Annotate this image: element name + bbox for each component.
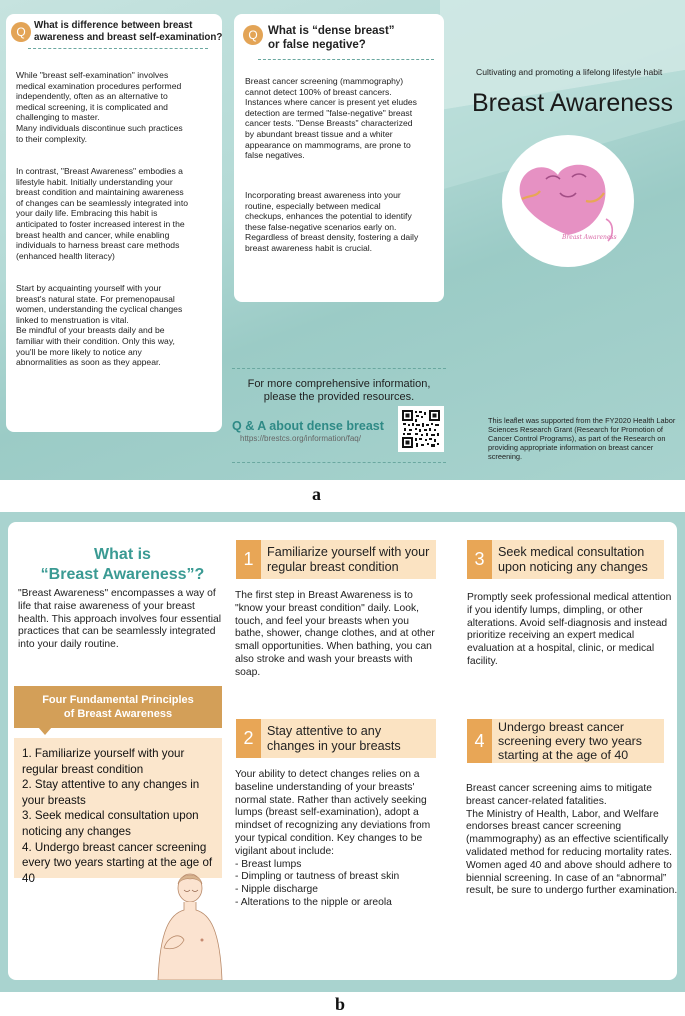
principle-item: 2. Stay attentive to any changes in your breasts [22, 778, 200, 807]
section-2-header [236, 719, 436, 758]
panel-label-b: b [335, 994, 346, 1014]
qa-url[interactable]: https://brestcs.org/information/faq/ [240, 434, 361, 443]
section-number: 2 [236, 719, 261, 758]
section-1-body: The first step in Breast Awareness is to "know your breast condition" daily. Look, touch, and feel your breasts when you bathe, shower, change clothes, and at other small opportunities. When bathing, you can also stroke and wash your breasts with soap. [235, 590, 435, 678]
difference-para-2: In contrast, "Breast Awareness" embodies a lifestyle habit. Initially understanding your breast condition and maintaining awareness of changes can be seamlessly integrated into your daily life. Embracing this habit is anticipated to foster increased interest in the breast health and cancer, while enabling individuals to harness breast care methods (enhanced health literacy) [16, 166, 188, 261]
leaflet-title: Breast Awareness [472, 89, 674, 117]
divider [258, 59, 434, 60]
svg-text:Breast Awareness: Breast Awareness [562, 234, 617, 241]
section-3-header [467, 540, 664, 579]
qr-code-icon [398, 406, 444, 452]
principles-banner: Four Fundamental Principles of Breast Awareness [14, 686, 222, 728]
breast-awareness-logo [502, 135, 634, 267]
principles-list [22, 746, 222, 886]
dense-breast-title: What is “dense breast” or false negative? [268, 25, 395, 51]
q-badge-icon: Q [11, 22, 31, 42]
section-1-header [236, 540, 436, 579]
difference-para-1: While "breast self-examination" involves medical examination procedures performed independently, often as an alternative to medical screening, it is complicated and challenging to master. Many individuals discontinue such practices to their complexity. [16, 70, 183, 144]
section-number: 3 [467, 540, 492, 579]
difference-title: What is difference between breast awareness and breast self-examination? [34, 20, 223, 43]
section-number: 4 [467, 719, 492, 763]
section-title: Undergo breast cancer screening every two years starting at the age of 40 [498, 720, 642, 762]
divider [232, 368, 446, 369]
divider [28, 48, 208, 49]
principle-item: 3. Seek medical consultation upon noticing any changes [22, 809, 199, 838]
dense-breast-para-1: Breast cancer screening (mammography) cannot detect 100% of breast cancers. Instances where cancer is present yet eludes detection are termed "false-negative" breast cancer tests. "Dense Breasts" characterized by abundant breast tissue and a whiter appearance on mammograms, are prone to false negatives. [245, 76, 417, 161]
panel-label-a: a [312, 484, 321, 504]
info-text: For more comprehensive information, please the provided resources. [247, 378, 431, 403]
section-title: Familiarize yourself with your regular breast condition [267, 545, 430, 574]
section-4-header [467, 719, 664, 763]
q-badge-icon: Q [243, 25, 263, 45]
credit-note: This leaflet was supported from the FY2020 Health Labor Sciences Research Grant (Research for Promotion of Cancer Control Programs), as part of the Research on providing appropriate information on breast cancer screening. [488, 416, 676, 461]
woman-illustration-icon [150, 870, 230, 980]
what-is-body: "Breast Awareness" encompasses a way of life that raise awareness of your breast health. This approach involves four essential practices that can be seamlessly integrated into your daily routine. [18, 588, 222, 651]
section-3-body: Promptly seek professional medical attention if you identify lumps, dimpling, or other alterations. Avoid self-diagnosis and instead prioritize receiving an expert medical evaluation at a hospital, clinic, or medical facility. [467, 592, 672, 667]
heart-mascot-icon [502, 135, 634, 267]
qa-link-title[interactable]: Q & A about dense breast [232, 419, 384, 433]
banner-pointer [38, 727, 52, 735]
divider [232, 462, 446, 463]
principle-item: 4. Undergo breast cancer screening every two years starting at the age of 40 [22, 840, 213, 885]
section-title: Stay attentive to any changes in your breasts [267, 724, 401, 753]
difference-para-3: Start by acquainting yourself with your breast's natural state. For premenopausal women, understanding the cyclical changes linked to menstruation is vital. Be mindful of your breasts daily and be familiar with their condition. Only this way, you'll be more likely to notice any abnormalities as soon as they appear. [16, 283, 183, 368]
leaflet-subtitle: Cultivating and promoting a lifelong lifestyle habit [476, 67, 663, 77]
section-2-body: Your ability to detect changes relies on a baseline understanding of your breasts' normal state. Rather than actively seeking lumps (breast self-examination), adopt a mindset of recognizing any deviations from your typical condition. Key changes to be vigilant about include: - Breast lumps - Dimpling or tautness of breast skin - Nipple discharge - Alterations to the nipple or areola [235, 769, 431, 908]
section-title: Seek medical consultation upon noticing any changes [498, 545, 648, 574]
what-is-title: What is “Breast Awareness”? [40, 546, 205, 583]
dense-breast-para-2: Incorporating breast awareness into your routine, especially between medical checkups, enhances the potential to identify these false-negative scenarios early on. Regardless of breast density, fostering a daily breast awareness habit is crucial. [245, 190, 419, 253]
section-4-body: Breast cancer screening aims to mitigate breast cancer-related fatalities. The Ministry of Health, Labor, and Welfare endorses breast cancer screening (mammography) as an effective scientifically validated method for reducing mortality rates. Women aged 40 and above should adhere to biennial screening. In case of an “abnormal” result, be sure to undergo further examination. [466, 783, 678, 897]
section-number: 1 [236, 540, 261, 579]
principle-item: 1. Familiarize yourself with your regular breast condition [22, 747, 185, 776]
